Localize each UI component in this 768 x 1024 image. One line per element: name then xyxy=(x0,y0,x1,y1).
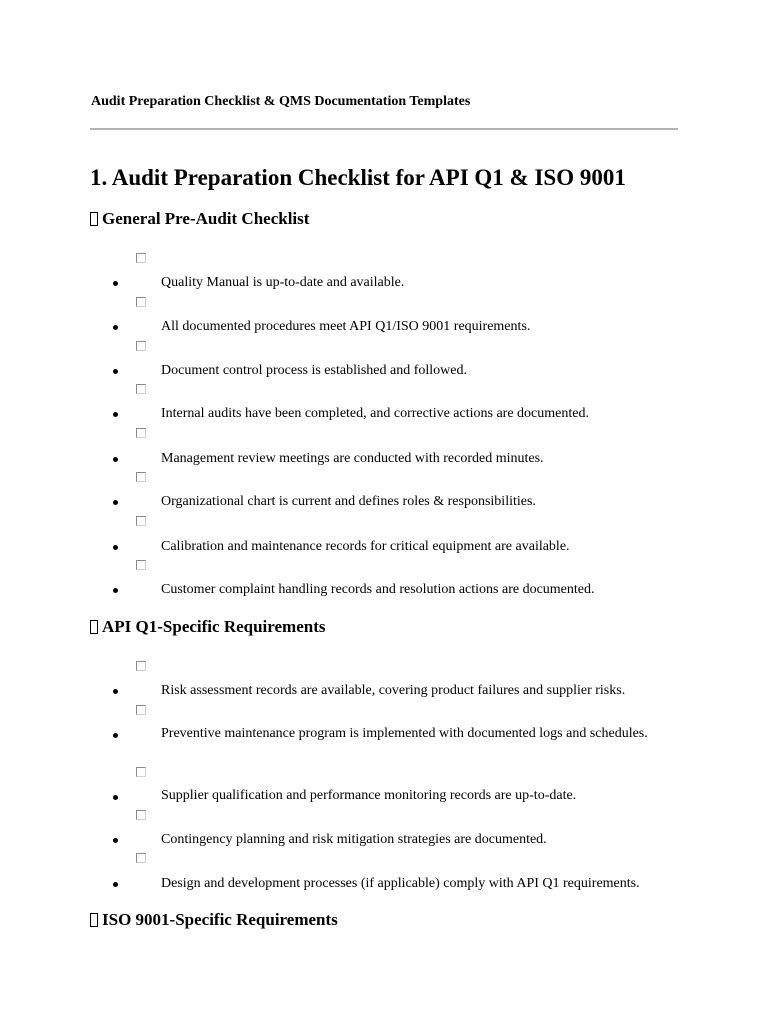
checkbox-icon[interactable] xyxy=(136,853,146,863)
checklist-item-text: Quality Manual is up-to-date and available. xyxy=(161,275,405,290)
checkbox-icon[interactable] xyxy=(136,516,146,526)
checklist-item-text: All documented procedures meet API Q1/ISO 9001 requirements. xyxy=(161,319,531,334)
checklist-item-text: Contingency planning and risk mitigation strategies are documented. xyxy=(161,832,547,847)
checklist-item-text: Internal audits have been completed, and corrective actions are documented. xyxy=(161,406,589,421)
checklist-item-text: Document control process is established and followed. xyxy=(161,363,467,378)
checkmark-icon xyxy=(90,620,98,634)
bullet-icon xyxy=(113,838,118,843)
checkbox-icon[interactable] xyxy=(136,705,146,715)
checkbox-icon[interactable] xyxy=(136,560,146,570)
checklist-item-text: Preventive maintenance program is implemented with documented logs and schedules. xyxy=(161,726,648,741)
subsection-heading-api-q1 xyxy=(90,617,326,637)
subsection-heading-iso-9001 xyxy=(90,910,338,930)
bullet-icon xyxy=(113,588,118,593)
checkbox-icon[interactable] xyxy=(136,767,146,777)
checklist-item-text: Risk assessment records are available, covering product failures and supplier risks. xyxy=(161,683,626,698)
bullet-icon xyxy=(113,545,118,550)
bullet-icon xyxy=(113,281,118,286)
checklist-item-text: Design and development processes (if applicable) comply with API Q1 requirements. xyxy=(161,876,640,891)
bullet-icon xyxy=(113,795,118,800)
checklist-item-text: Customer complaint handling records and resolution actions are documented. xyxy=(161,582,595,597)
section-heading: 1. Audit Preparation Checklist for API Q1 & ISO 9001 xyxy=(90,165,626,190)
bullet-icon xyxy=(113,457,118,462)
checklist-item-text: Management review meetings are conducted with recorded minutes. xyxy=(161,451,544,466)
subsection-heading-general xyxy=(90,209,309,229)
document-header-title: Audit Preparation Checklist & QMS Documentation Templates xyxy=(91,94,471,109)
bullet-icon xyxy=(113,882,118,887)
checkbox-icon[interactable] xyxy=(136,384,146,394)
checkmark-icon xyxy=(90,212,98,226)
checkmark-icon xyxy=(90,913,98,927)
subsection-title: General Pre-Audit Checklist xyxy=(102,209,310,228)
bullet-icon xyxy=(113,689,118,694)
checkbox-icon[interactable] xyxy=(136,341,146,351)
checkbox-icon[interactable] xyxy=(136,297,146,307)
checklist-item-text: Supplier qualification and performance monitoring records are up-to-date. xyxy=(161,788,577,803)
checklist-item-text: Organizational chart is current and defines roles & responsibilities. xyxy=(161,494,536,509)
checkbox-icon[interactable] xyxy=(136,253,146,263)
checkbox-icon[interactable] xyxy=(136,428,146,438)
bullet-icon xyxy=(113,733,118,738)
subsection-title: ISO 9001-Specific Requirements xyxy=(102,910,338,929)
checkbox-icon[interactable] xyxy=(136,810,146,820)
subsection-title: API Q1-Specific Requirements xyxy=(102,617,326,636)
header-divider xyxy=(90,128,678,130)
bullet-icon xyxy=(113,412,118,417)
bullet-icon xyxy=(113,369,118,374)
bullet-icon xyxy=(113,325,118,330)
checkbox-icon[interactable] xyxy=(136,661,146,671)
checklist-item-text: Calibration and maintenance records for critical equipment are available. xyxy=(161,539,570,554)
checkbox-icon[interactable] xyxy=(136,472,146,482)
bullet-icon xyxy=(113,500,118,505)
